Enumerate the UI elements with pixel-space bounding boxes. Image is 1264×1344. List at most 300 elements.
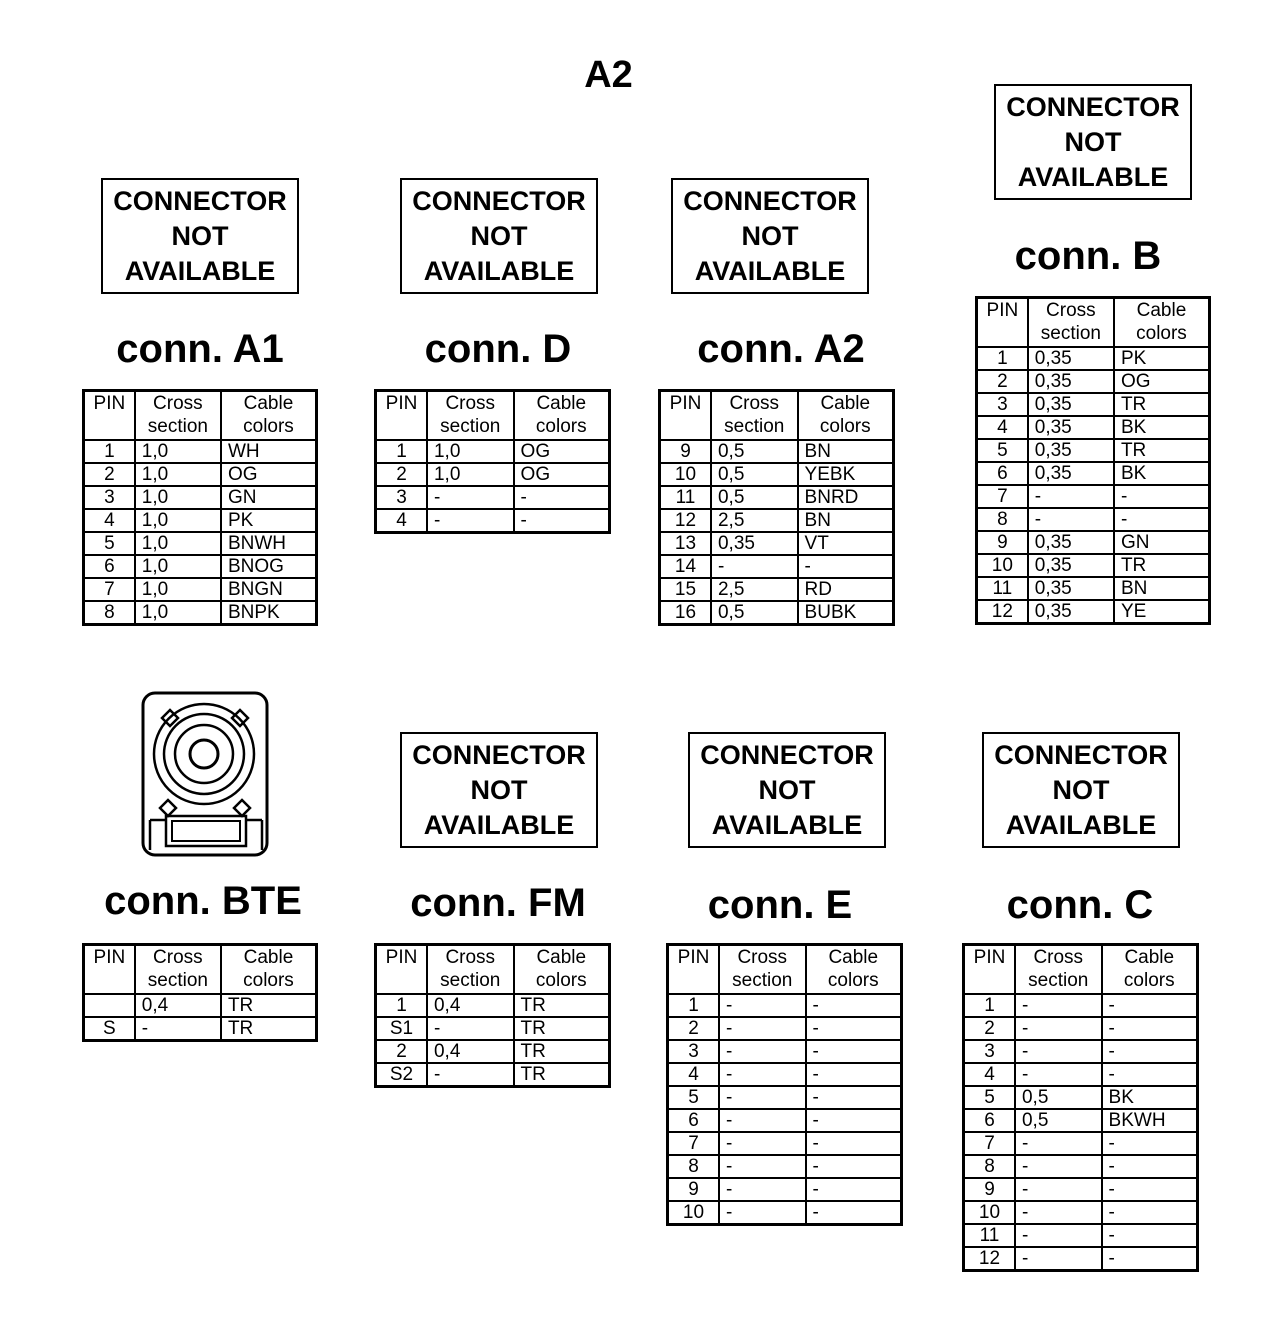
cable-color-cell: BUBK (798, 601, 894, 625)
table-row (84, 463, 317, 486)
pin-cell: 11 (660, 486, 711, 509)
cable-color-cell: BK (1114, 416, 1210, 439)
cross-section-cell: 1,0 (135, 509, 221, 532)
cross-section-cell: - (1015, 1247, 1102, 1271)
table-row (977, 485, 1210, 508)
cable-color-cell: TR (221, 1017, 317, 1041)
na-line: CONNECTOR (700, 739, 874, 770)
cross-section-cell: 1,0 (135, 463, 221, 486)
cross-section-cell: - (427, 1063, 514, 1087)
connector-title-a2: conn. A2 (697, 327, 865, 371)
table-header-row (660, 391, 894, 441)
cable-color-cell: VT (798, 532, 894, 555)
na-line: AVAILABLE (694, 255, 846, 286)
na-line: CONNECTOR (113, 185, 287, 216)
cable-color-cell: - (1102, 1155, 1198, 1178)
table-row (376, 1063, 610, 1087)
pin-cell: S1 (376, 1017, 427, 1040)
cross-section-cell: 1,0 (427, 463, 514, 486)
table-row (668, 1040, 902, 1063)
na-line: NOT (758, 774, 816, 805)
cross-section-cell: - (1015, 1155, 1102, 1178)
table-row (84, 601, 317, 625)
header-cable-colors: Cable colors (221, 945, 317, 995)
table-row (376, 1017, 610, 1040)
table-row (84, 440, 317, 463)
cable-color-cell: OG (514, 440, 610, 463)
cross-section-cell: 0,35 (1028, 531, 1114, 554)
cable-color-cell: - (1102, 1224, 1198, 1247)
cross-section-cell: 0,35 (1028, 462, 1114, 485)
table-row (660, 509, 894, 532)
header-pin: PIN (660, 391, 711, 441)
cable-color-cell: OG (1114, 370, 1210, 393)
cross-section-cell: 2,5 (711, 578, 798, 601)
pin-cell: 3 (977, 393, 1028, 416)
cable-color-cell: TR (1114, 554, 1210, 577)
na-line: NOT (1052, 774, 1110, 805)
cross-section-cell: - (719, 1017, 806, 1040)
na-line: NOT (470, 774, 528, 805)
table-row (964, 1063, 1198, 1086)
cross-section-cell: - (135, 1017, 221, 1041)
cable-color-cell: BKWH (1102, 1109, 1198, 1132)
cross-section-cell: 1,0 (427, 440, 514, 463)
pin-cell: 12 (977, 600, 1028, 624)
pin-table-a2 (658, 389, 895, 626)
cable-color-cell: TR (514, 1040, 610, 1063)
table-row (977, 531, 1210, 554)
table-row (660, 601, 894, 625)
na-line: CONNECTOR (994, 739, 1168, 770)
pin-cell: 8 (977, 508, 1028, 531)
table-header-row (84, 945, 317, 995)
cable-color-cell: BK (1114, 462, 1210, 485)
cross-section-cell: 0,35 (1028, 577, 1114, 600)
cross-section-cell: - (427, 509, 514, 533)
cross-section-cell: - (719, 1086, 806, 1109)
pin-cell: 16 (660, 601, 711, 625)
connector-title-e: conn. E (707, 883, 853, 927)
pin-cell: 13 (660, 532, 711, 555)
pin-cell: 2 (376, 463, 427, 486)
pin-cell: 6 (668, 1109, 719, 1132)
cable-color-cell: RD (798, 578, 894, 601)
cable-color-cell: TR (514, 1063, 610, 1087)
table-row (84, 1017, 317, 1041)
cross-section-cell: 1,0 (135, 555, 221, 578)
table-row (84, 578, 317, 601)
header-pin: PIN (977, 298, 1028, 348)
pin-cell: 1 (964, 994, 1015, 1017)
na-line: AVAILABLE (711, 809, 863, 840)
pin-table-fm (374, 943, 611, 1088)
cross-section-cell: - (1015, 1063, 1102, 1086)
cable-color-cell: - (806, 1109, 902, 1132)
table-row (964, 1017, 1198, 1040)
pin-cell: 2 (84, 463, 135, 486)
table-row (977, 347, 1210, 370)
pin-cell: 4 (376, 509, 427, 533)
na-line: AVAILABLE (423, 255, 575, 286)
pin-table-c (962, 943, 1199, 1272)
cable-color-cell: - (806, 1063, 902, 1086)
pin-cell: 11 (964, 1224, 1015, 1247)
cable-color-cell: TR (221, 994, 317, 1017)
pin-cell: 11 (977, 577, 1028, 600)
cable-color-cell: - (1114, 485, 1210, 508)
table-row (660, 440, 894, 463)
table-row (964, 1040, 1198, 1063)
table-row (660, 486, 894, 509)
cross-section-cell: 0,35 (1028, 439, 1114, 462)
table-row (668, 994, 902, 1017)
cross-section-cell: 0,35 (1028, 600, 1114, 624)
cable-color-cell: TR (514, 994, 610, 1017)
pin-table-e (666, 943, 903, 1226)
pin-cell: 8 (964, 1155, 1015, 1178)
cable-color-cell: - (1102, 994, 1198, 1017)
table-row (977, 577, 1210, 600)
pin-cell: 5 (668, 1086, 719, 1109)
table-row (668, 1086, 902, 1109)
pin-cell: 7 (84, 578, 135, 601)
table-row (84, 509, 317, 532)
cross-section-cell: - (711, 555, 798, 578)
pin-cell: 10 (977, 554, 1028, 577)
cable-color-cell: GN (221, 486, 317, 509)
cable-color-cell: WH (221, 440, 317, 463)
cross-section-cell: 0,4 (135, 994, 221, 1017)
na-line: NOT (171, 220, 229, 251)
cable-color-cell: - (798, 555, 894, 578)
connector-not-available-box-d (400, 178, 598, 294)
table-row (84, 994, 317, 1017)
cross-section-cell: - (1015, 1040, 1102, 1063)
table-row (668, 1201, 902, 1225)
connector-title-bte: conn. BTE (104, 879, 302, 923)
connector-not-available-box-a2 (671, 178, 869, 294)
cable-color-cell: TR (1114, 439, 1210, 462)
pin-cell: 3 (668, 1040, 719, 1063)
cable-color-cell: - (806, 1178, 902, 1201)
cable-color-cell: - (806, 1040, 902, 1063)
pin-cell (84, 994, 135, 1017)
pin-table-d (374, 389, 611, 534)
pin-cell: 2 (977, 370, 1028, 393)
cable-color-cell: - (1102, 1040, 1198, 1063)
cross-section-cell: 2,5 (711, 509, 798, 532)
header-cable-colors: Cable colors (1102, 945, 1198, 995)
pin-cell: 2 (964, 1017, 1015, 1040)
connector-not-available-box-fm (400, 732, 598, 848)
cross-section-cell: - (427, 486, 514, 509)
header-cable-colors: Cable colors (514, 391, 610, 441)
cross-section-cell: 0,35 (711, 532, 798, 555)
pin-cell: 2 (376, 1040, 427, 1063)
pin-cell: S2 (376, 1063, 427, 1087)
header-pin: PIN (668, 945, 719, 995)
cross-section-cell: 0,5 (1015, 1109, 1102, 1132)
table-header-row (84, 391, 317, 441)
header-pin: PIN (84, 945, 135, 995)
table-header-row (977, 298, 1210, 348)
table-row (668, 1155, 902, 1178)
cable-color-cell: - (514, 509, 610, 533)
cable-color-cell: - (1102, 1017, 1198, 1040)
pin-cell: 12 (660, 509, 711, 532)
table-row (964, 1109, 1198, 1132)
cable-color-cell: PK (221, 509, 317, 532)
cross-section-cell: 0,4 (427, 1040, 514, 1063)
pin-cell: 10 (964, 1201, 1015, 1224)
pin-cell: 7 (668, 1132, 719, 1155)
header-cable-colors: Cable colors (221, 391, 317, 441)
cross-section-cell: 0,35 (1028, 554, 1114, 577)
cable-color-cell: PK (1114, 347, 1210, 370)
cable-color-cell: BNGN (221, 578, 317, 601)
header-cable-colors: Cable colors (798, 391, 894, 441)
cross-section-cell: 1,0 (135, 486, 221, 509)
pin-table-a1 (82, 389, 318, 626)
cable-color-cell: - (1102, 1132, 1198, 1155)
pin-cell: 2 (668, 1017, 719, 1040)
pin-cell: 3 (964, 1040, 1015, 1063)
table-row (668, 1109, 902, 1132)
cross-section-cell: 0,35 (1028, 416, 1114, 439)
cross-section-cell: 1,0 (135, 601, 221, 625)
na-line: CONNECTOR (1006, 91, 1180, 122)
pin-cell: 4 (977, 416, 1028, 439)
pin-cell: 6 (977, 462, 1028, 485)
na-line: CONNECTOR (683, 185, 857, 216)
cross-section-cell: 0,4 (427, 994, 514, 1017)
connector-title-d: conn. D (424, 327, 572, 371)
table-row (376, 509, 610, 533)
pin-cell: 4 (668, 1063, 719, 1086)
table-row (977, 393, 1210, 416)
connector-title-c: conn. C (1006, 883, 1154, 927)
cross-section-cell: - (1028, 508, 1114, 531)
table-row (376, 440, 610, 463)
cable-color-cell: GN (1114, 531, 1210, 554)
pin-cell: 8 (84, 601, 135, 625)
cable-color-cell: BNWH (221, 532, 317, 555)
pin-cell: 4 (84, 509, 135, 532)
pin-cell: 8 (668, 1155, 719, 1178)
header-cable-colors: Cable colors (514, 945, 610, 995)
cable-color-cell: BNPK (221, 601, 317, 625)
cable-color-cell: YEBK (798, 463, 894, 486)
table-row (964, 1155, 1198, 1178)
table-row (84, 486, 317, 509)
pin-cell: 9 (964, 1178, 1015, 1201)
cross-section-cell: - (719, 994, 806, 1017)
table-row (964, 1201, 1198, 1224)
table-row (376, 463, 610, 486)
na-line: NOT (741, 220, 799, 251)
table-header-row (964, 945, 1198, 995)
table-header-row (376, 391, 610, 441)
cable-color-cell: - (806, 1017, 902, 1040)
cross-section-cell: 0,35 (1028, 347, 1114, 370)
cable-color-cell: - (806, 1155, 902, 1178)
table-row (964, 1224, 1198, 1247)
cable-color-cell: OG (221, 463, 317, 486)
na-line: CONNECTOR (412, 739, 586, 770)
table-row (964, 1086, 1198, 1109)
cable-color-cell: - (1114, 508, 1210, 531)
pin-cell: 12 (964, 1247, 1015, 1271)
header-cross-section: Cross section (1028, 298, 1114, 348)
pin-table-bte (82, 943, 318, 1042)
connector-title-b: conn. B (1014, 234, 1162, 278)
na-line: CONNECTOR (412, 185, 586, 216)
connector-not-available-box-b (994, 84, 1192, 200)
cross-section-cell: - (719, 1109, 806, 1132)
table-row (668, 1132, 902, 1155)
cross-section-cell: - (719, 1132, 806, 1155)
cross-section-cell: 0,5 (711, 601, 798, 625)
connector-not-available-box-c (982, 732, 1180, 848)
connector-not-available-box-a1 (101, 178, 299, 294)
cable-color-cell: BN (798, 509, 894, 532)
header-cross-section: Cross section (135, 391, 221, 441)
pin-cell: 1 (84, 440, 135, 463)
header-pin: PIN (84, 391, 135, 441)
cross-section-cell: - (1015, 1132, 1102, 1155)
pin-cell: 3 (84, 486, 135, 509)
cross-section-cell: - (1015, 994, 1102, 1017)
cable-color-cell: BK (1102, 1086, 1198, 1109)
connector-title-a1: conn. A1 (116, 327, 284, 371)
cross-section-cell: - (719, 1178, 806, 1201)
table-row (84, 532, 317, 555)
pin-cell: 1 (376, 440, 427, 463)
header-cross-section: Cross section (427, 391, 514, 441)
table-header-row (376, 945, 610, 995)
cable-color-cell: TR (1114, 393, 1210, 416)
table-row (964, 1247, 1198, 1271)
table-row (376, 486, 610, 509)
header-cross-section: Cross section (135, 945, 221, 995)
na-line: NOT (470, 220, 528, 251)
pin-table-b (975, 296, 1211, 625)
table-row (376, 994, 610, 1017)
table-header-row (668, 945, 902, 995)
pin-cell: 1 (376, 994, 427, 1017)
table-row (376, 1040, 610, 1063)
na-line: AVAILABLE (124, 255, 276, 286)
cross-section-cell: - (719, 1155, 806, 1178)
header-cable-colors: Cable colors (1114, 298, 1210, 348)
pin-cell: 10 (668, 1201, 719, 1225)
table-row (977, 508, 1210, 531)
connector-not-available-box-e (688, 732, 886, 848)
bte-connector-image (140, 690, 270, 858)
header-pin: PIN (376, 391, 427, 441)
cross-section-cell: 0,5 (711, 440, 798, 463)
table-row (660, 555, 894, 578)
table-row (964, 994, 1198, 1017)
pin-cell: 7 (964, 1132, 1015, 1155)
header-pin: PIN (376, 945, 427, 995)
pin-cell: 10 (660, 463, 711, 486)
cable-color-cell: YE (1114, 600, 1210, 624)
pin-cell: 5 (964, 1086, 1015, 1109)
pin-cell: 9 (977, 531, 1028, 554)
pin-cell: 5 (977, 439, 1028, 462)
table-row (668, 1017, 902, 1040)
cable-color-cell: - (1102, 1063, 1198, 1086)
pin-cell: 6 (964, 1109, 1015, 1132)
table-row (660, 532, 894, 555)
header-cross-section: Cross section (719, 945, 806, 995)
na-line: AVAILABLE (423, 809, 575, 840)
cable-color-cell: OG (514, 463, 610, 486)
table-row (977, 416, 1210, 439)
cable-color-cell: - (806, 1201, 902, 1225)
cable-color-cell: BN (798, 440, 894, 463)
table-row (977, 462, 1210, 485)
pin-cell: S (84, 1017, 135, 1041)
cable-color-cell: - (806, 1132, 902, 1155)
table-row (84, 555, 317, 578)
cross-section-cell: - (1015, 1224, 1102, 1247)
cross-section-cell: - (1015, 1017, 1102, 1040)
pin-cell: 7 (977, 485, 1028, 508)
cross-section-cell: 0,35 (1028, 393, 1114, 416)
cross-section-cell: 0,35 (1028, 370, 1114, 393)
header-cross-section: Cross section (711, 391, 798, 441)
page-title: A2 (584, 54, 633, 96)
pin-cell: 1 (977, 347, 1028, 370)
header-cable-colors: Cable colors (806, 945, 902, 995)
table-row (964, 1178, 1198, 1201)
na-line: AVAILABLE (1017, 161, 1169, 192)
header-pin: PIN (964, 945, 1015, 995)
table-row (668, 1063, 902, 1086)
pin-cell: 3 (376, 486, 427, 509)
pin-cell: 5 (84, 532, 135, 555)
cable-color-cell: - (806, 994, 902, 1017)
cross-section-cell: 0,5 (711, 463, 798, 486)
table-row (660, 463, 894, 486)
header-cross-section: Cross section (1015, 945, 1102, 995)
cable-color-cell: - (1102, 1178, 1198, 1201)
cross-section-cell: - (719, 1201, 806, 1225)
cross-section-cell: - (1015, 1201, 1102, 1224)
pin-cell: 4 (964, 1063, 1015, 1086)
cable-color-cell: BNOG (221, 555, 317, 578)
table-row (977, 600, 1210, 624)
pin-cell: 9 (668, 1178, 719, 1201)
cross-section-cell: 0,5 (1015, 1086, 1102, 1109)
connector-title-fm: conn. FM (410, 881, 586, 925)
cable-color-cell: - (1102, 1201, 1198, 1224)
table-row (964, 1132, 1198, 1155)
na-line: NOT (1064, 126, 1122, 157)
cross-section-cell: 1,0 (135, 578, 221, 601)
table-row (977, 370, 1210, 393)
na-line: AVAILABLE (1005, 809, 1157, 840)
table-row (660, 578, 894, 601)
cross-section-cell: - (719, 1040, 806, 1063)
cable-color-cell: - (514, 486, 610, 509)
cable-color-cell: BN (1114, 577, 1210, 600)
table-row (668, 1178, 902, 1201)
table-row (977, 439, 1210, 462)
